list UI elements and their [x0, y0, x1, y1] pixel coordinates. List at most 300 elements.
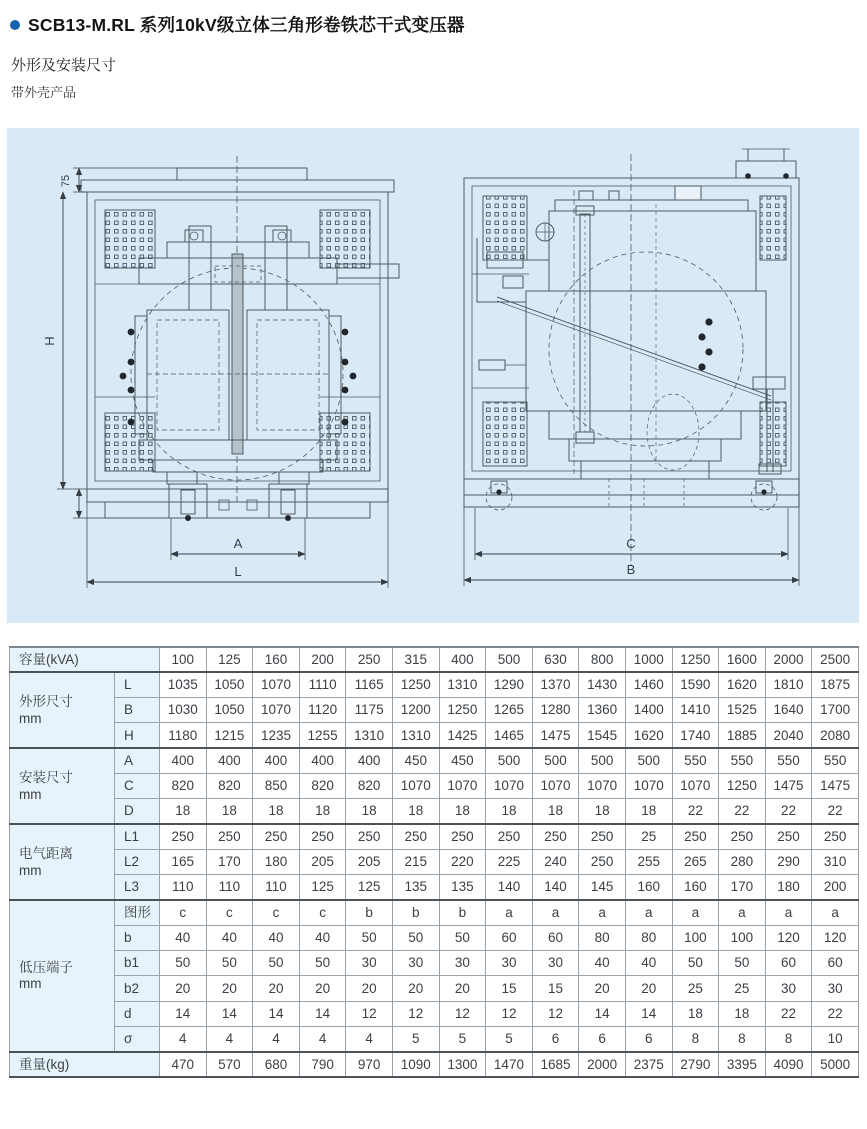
- data-cell: 1255: [299, 723, 346, 748]
- data-cell: 18: [253, 799, 300, 824]
- weight-value-cell: 970: [346, 1052, 393, 1077]
- data-cell: 15: [486, 976, 533, 1001]
- data-cell: 1265: [486, 698, 533, 723]
- data-cell: 1620: [719, 672, 766, 697]
- data-cell: 120: [812, 925, 859, 950]
- dim-label-l: L: [234, 564, 242, 579]
- data-cell: 1640: [765, 698, 812, 723]
- dim-label-c: C: [626, 536, 636, 551]
- data-cell: 290: [765, 849, 812, 874]
- data-cell: 30: [346, 951, 393, 976]
- data-cell: 1030: [160, 698, 207, 723]
- data-cell: 160: [672, 875, 719, 900]
- data-cell: 60: [486, 925, 533, 950]
- weight-value-cell: 2375: [625, 1052, 672, 1077]
- data-cell: 30: [812, 976, 859, 1001]
- data-cell: 310: [812, 849, 859, 874]
- data-cell: 240: [532, 849, 579, 874]
- data-cell: 50: [439, 925, 486, 950]
- data-cell: 255: [625, 849, 672, 874]
- data-cell: 450: [439, 748, 486, 773]
- sub-label-cell: L1: [115, 824, 160, 849]
- data-cell: c: [206, 900, 253, 925]
- data-cell: 18: [392, 799, 439, 824]
- weight-value-cell: 1470: [486, 1052, 533, 1077]
- data-cell: 1475: [532, 723, 579, 748]
- data-cell: 14: [579, 1001, 626, 1026]
- group-label-cell: 电气距离 mm: [10, 824, 115, 900]
- data-cell: 1200: [392, 698, 439, 723]
- data-cell: 250: [299, 824, 346, 849]
- weight-value-cell: 570: [206, 1052, 253, 1077]
- data-cell: a: [532, 900, 579, 925]
- data-cell: 40: [579, 951, 626, 976]
- capacity-label-cell: 容量(kVA): [10, 647, 160, 672]
- capacity-value-cell: 2500: [812, 647, 859, 672]
- data-cell: 1475: [765, 773, 812, 798]
- data-cell: 1070: [439, 773, 486, 798]
- data-cell: 25: [719, 976, 766, 1001]
- data-cell: 1425: [439, 723, 486, 748]
- data-cell: 170: [206, 849, 253, 874]
- data-cell: 22: [765, 799, 812, 824]
- data-cell: 1875: [812, 672, 859, 697]
- data-cell: 110: [206, 875, 253, 900]
- data-cell: 1740: [672, 723, 719, 748]
- data-cell: 30: [439, 951, 486, 976]
- data-cell: 250: [160, 824, 207, 849]
- data-cell: 1290: [486, 672, 533, 697]
- sub-label-cell: C: [115, 773, 160, 798]
- data-cell: 125: [346, 875, 393, 900]
- data-cell: 50: [160, 951, 207, 976]
- data-cell: 1070: [672, 773, 719, 798]
- sub-label-cell: H: [115, 723, 160, 748]
- data-cell: 120: [765, 925, 812, 950]
- data-cell: 12: [532, 1001, 579, 1026]
- data-cell: 50: [719, 951, 766, 976]
- data-cell: 40: [253, 925, 300, 950]
- data-cell: 18: [672, 1001, 719, 1026]
- weight-value-cell: 1685: [532, 1052, 579, 1077]
- weight-value-cell: 680: [253, 1052, 300, 1077]
- data-cell: 4: [206, 1026, 253, 1051]
- data-cell: a: [765, 900, 812, 925]
- data-cell: 30: [532, 951, 579, 976]
- table-row: [10, 951, 859, 976]
- data-cell: 2040: [765, 723, 812, 748]
- data-cell: 1070: [579, 773, 626, 798]
- data-cell: 500: [625, 748, 672, 773]
- data-cell: 8: [719, 1026, 766, 1051]
- data-cell: c: [160, 900, 207, 925]
- data-cell: 280: [719, 849, 766, 874]
- data-cell: 30: [486, 951, 533, 976]
- group-label-cell: 低压端子 mm: [10, 900, 115, 1052]
- data-cell: 1070: [625, 773, 672, 798]
- data-cell: 14: [299, 1001, 346, 1026]
- data-cell: 14: [625, 1001, 672, 1026]
- data-cell: 22: [812, 1001, 859, 1026]
- data-cell: 25: [672, 976, 719, 1001]
- data-cell: 1310: [346, 723, 393, 748]
- data-cell: 18: [532, 799, 579, 824]
- data-cell: 18: [486, 799, 533, 824]
- data-cell: 12: [392, 1001, 439, 1026]
- data-cell: 4: [160, 1026, 207, 1051]
- table-row: [10, 824, 859, 849]
- sub-label-cell: b: [115, 925, 160, 950]
- data-cell: 1400: [625, 698, 672, 723]
- capacity-value-cell: 160: [253, 647, 300, 672]
- data-cell: a: [579, 900, 626, 925]
- data-cell: 4: [346, 1026, 393, 1051]
- capacity-value-cell: 400: [439, 647, 486, 672]
- data-cell: 18: [625, 799, 672, 824]
- sub-label-cell: 图形: [115, 900, 160, 925]
- sub-label-cell: L3: [115, 875, 160, 900]
- weight-value-cell: 1300: [439, 1052, 486, 1077]
- capacity-value-cell: 630: [532, 647, 579, 672]
- capacity-value-cell: 250: [346, 647, 393, 672]
- table-row: [10, 925, 859, 950]
- group-label-cell: 安装尺寸 mm: [10, 748, 115, 824]
- data-cell: 250: [253, 824, 300, 849]
- capacity-value-cell: 315: [392, 647, 439, 672]
- data-cell: 22: [765, 1001, 812, 1026]
- capacity-header-row: [10, 647, 859, 672]
- data-cell: 5: [486, 1026, 533, 1051]
- data-cell: 1810: [765, 672, 812, 697]
- table-row: [10, 900, 859, 925]
- data-cell: 4: [299, 1026, 346, 1051]
- data-cell: 225: [486, 849, 533, 874]
- data-cell: 1545: [579, 723, 626, 748]
- data-cell: 220: [439, 849, 486, 874]
- weight-value-cell: 1090: [392, 1052, 439, 1077]
- data-cell: 6: [532, 1026, 579, 1051]
- data-cell: 110: [160, 875, 207, 900]
- capacity-value-cell: 125: [206, 647, 253, 672]
- data-cell: 215: [392, 849, 439, 874]
- data-cell: 250: [346, 824, 393, 849]
- data-cell: 1430: [579, 672, 626, 697]
- data-cell: 550: [719, 748, 766, 773]
- data-cell: 500: [532, 748, 579, 773]
- data-cell: 1410: [672, 698, 719, 723]
- weight-value-cell: 2000: [579, 1052, 626, 1077]
- data-cell: 265: [672, 849, 719, 874]
- data-cell: a: [812, 900, 859, 925]
- data-cell: 1180: [160, 723, 207, 748]
- data-cell: 250: [579, 849, 626, 874]
- data-cell: 1235: [253, 723, 300, 748]
- capacity-value-cell: 1250: [672, 647, 719, 672]
- data-cell: 820: [299, 773, 346, 798]
- spec-table: [9, 646, 859, 1078]
- table-row: [10, 748, 859, 773]
- data-cell: 80: [579, 925, 626, 950]
- dim-label-75: 75: [60, 174, 72, 188]
- data-cell: 820: [160, 773, 207, 798]
- weight-value-cell: 790: [299, 1052, 346, 1077]
- data-cell: 1465: [486, 723, 533, 748]
- data-cell: 40: [625, 951, 672, 976]
- page-header: [10, 12, 855, 101]
- data-cell: 50: [672, 951, 719, 976]
- data-cell: 8: [672, 1026, 719, 1051]
- data-cell: 100: [719, 925, 766, 950]
- table-row: [10, 1026, 859, 1051]
- data-cell: 25: [625, 824, 672, 849]
- data-cell: 250: [812, 824, 859, 849]
- data-cell: 22: [672, 799, 719, 824]
- data-cell: 1050: [206, 698, 253, 723]
- sub-label-cell: b2: [115, 976, 160, 1001]
- data-cell: 1590: [672, 672, 719, 697]
- data-cell: 1035: [160, 672, 207, 697]
- data-cell: 200: [812, 875, 859, 900]
- data-cell: 60: [532, 925, 579, 950]
- data-cell: 250: [719, 824, 766, 849]
- data-cell: 250: [579, 824, 626, 849]
- data-cell: 60: [812, 951, 859, 976]
- data-cell: 1280: [532, 698, 579, 723]
- table-row: [10, 723, 859, 748]
- data-cell: 1250: [392, 672, 439, 697]
- data-cell: 550: [672, 748, 719, 773]
- data-cell: 14: [253, 1001, 300, 1026]
- data-cell: 250: [672, 824, 719, 849]
- table-row: [10, 976, 859, 1001]
- data-cell: 820: [346, 773, 393, 798]
- dim-label-a: A: [233, 536, 243, 551]
- data-cell: 1070: [532, 773, 579, 798]
- data-cell: 18: [160, 799, 207, 824]
- data-cell: a: [486, 900, 533, 925]
- data-cell: 18: [579, 799, 626, 824]
- data-cell: 1250: [439, 698, 486, 723]
- data-cell: 14: [206, 1001, 253, 1026]
- data-cell: 1460: [625, 672, 672, 697]
- data-cell: 1700: [812, 698, 859, 723]
- table-row: [10, 672, 859, 697]
- weight-row: [10, 1052, 859, 1077]
- data-cell: 160: [625, 875, 672, 900]
- data-cell: 1215: [206, 723, 253, 748]
- data-cell: 500: [486, 748, 533, 773]
- data-cell: c: [299, 900, 346, 925]
- data-cell: 50: [299, 951, 346, 976]
- data-cell: 400: [253, 748, 300, 773]
- table-row: [10, 799, 859, 824]
- data-cell: 5: [392, 1026, 439, 1051]
- data-cell: 50: [392, 925, 439, 950]
- dim-label-h: H: [42, 336, 57, 346]
- data-cell: 250: [392, 824, 439, 849]
- data-cell: 450: [392, 748, 439, 773]
- data-cell: 180: [765, 875, 812, 900]
- data-cell: 50: [253, 951, 300, 976]
- data-cell: 170: [719, 875, 766, 900]
- data-cell: 20: [579, 976, 626, 1001]
- data-cell: 250: [486, 824, 533, 849]
- data-cell: 1070: [486, 773, 533, 798]
- data-cell: 135: [439, 875, 486, 900]
- enclosure-note: 带外壳产品: [11, 85, 77, 100]
- weight-value-cell: 3395: [719, 1052, 766, 1077]
- data-cell: 15: [532, 976, 579, 1001]
- capacity-value-cell: 500: [486, 647, 533, 672]
- front-view-drawing: [19, 134, 439, 612]
- data-cell: 40: [299, 925, 346, 950]
- data-cell: 6: [579, 1026, 626, 1051]
- data-cell: 400: [299, 748, 346, 773]
- data-cell: 180: [253, 849, 300, 874]
- data-cell: 1070: [253, 672, 300, 697]
- data-cell: 100: [672, 925, 719, 950]
- data-cell: 850: [253, 773, 300, 798]
- data-cell: 1885: [719, 723, 766, 748]
- data-cell: 18: [719, 1001, 766, 1026]
- data-cell: 20: [625, 976, 672, 1001]
- data-cell: 140: [486, 875, 533, 900]
- data-cell: 12: [439, 1001, 486, 1026]
- data-cell: a: [719, 900, 766, 925]
- capacity-value-cell: 200: [299, 647, 346, 672]
- data-cell: 1525: [719, 698, 766, 723]
- side-view-drawing: [459, 134, 849, 612]
- data-cell: 250: [439, 824, 486, 849]
- data-cell: 50: [206, 951, 253, 976]
- data-cell: 50: [346, 925, 393, 950]
- data-cell: a: [672, 900, 719, 925]
- data-cell: 500: [579, 748, 626, 773]
- dim-label-b: B: [626, 562, 636, 577]
- data-cell: 1110: [299, 672, 346, 697]
- data-cell: b: [439, 900, 486, 925]
- data-cell: 18: [299, 799, 346, 824]
- capacity-value-cell: 2000: [765, 647, 812, 672]
- bullet-icon: [10, 20, 20, 30]
- data-cell: 18: [346, 799, 393, 824]
- data-cell: 1310: [439, 672, 486, 697]
- data-cell: 20: [392, 976, 439, 1001]
- data-cell: 18: [206, 799, 253, 824]
- data-cell: 250: [532, 824, 579, 849]
- data-cell: 20: [206, 976, 253, 1001]
- data-cell: 30: [392, 951, 439, 976]
- data-cell: 1175: [346, 698, 393, 723]
- data-cell: 550: [812, 748, 859, 773]
- data-cell: 140: [532, 875, 579, 900]
- table-row: [10, 1001, 859, 1026]
- data-cell: 250: [765, 824, 812, 849]
- table-row: [10, 849, 859, 874]
- data-cell: 40: [206, 925, 253, 950]
- data-cell: 60: [765, 951, 812, 976]
- data-cell: 1070: [253, 698, 300, 723]
- table-row: [10, 773, 859, 798]
- data-cell: 6: [625, 1026, 672, 1051]
- data-cell: 1620: [625, 723, 672, 748]
- weight-value-cell: 470: [160, 1052, 207, 1077]
- data-cell: 30: [765, 976, 812, 1001]
- data-cell: 1250: [719, 773, 766, 798]
- weight-label-cell: 重量(kg): [10, 1052, 160, 1077]
- capacity-value-cell: 1000: [625, 647, 672, 672]
- data-cell: 145: [579, 875, 626, 900]
- capacity-value-cell: 1600: [719, 647, 766, 672]
- weight-value-cell: 4090: [765, 1052, 812, 1077]
- sub-label-cell: d: [115, 1001, 160, 1026]
- data-cell: a: [625, 900, 672, 925]
- data-cell: 14: [160, 1001, 207, 1026]
- data-cell: 1370: [532, 672, 579, 697]
- data-cell: 20: [160, 976, 207, 1001]
- page-title: SCB13-M.RL 系列10kV级立体三角形卷铁芯干式变压器: [28, 15, 465, 35]
- data-cell: 12: [486, 1001, 533, 1026]
- data-cell: 110: [253, 875, 300, 900]
- capacity-value-cell: 800: [579, 647, 626, 672]
- data-cell: 205: [346, 849, 393, 874]
- data-cell: 8: [765, 1026, 812, 1051]
- weight-value-cell: 5000: [812, 1052, 859, 1077]
- data-cell: 20: [253, 976, 300, 1001]
- data-cell: 125: [299, 875, 346, 900]
- data-cell: 10: [812, 1026, 859, 1051]
- data-cell: 2080: [812, 723, 859, 748]
- data-cell: 20: [439, 976, 486, 1001]
- group-label-cell: 外形尺寸 mm: [10, 672, 115, 748]
- data-cell: 820: [206, 773, 253, 798]
- data-cell: 40: [160, 925, 207, 950]
- sub-label-cell: L2: [115, 849, 160, 874]
- section-subtitle: 外形及安装尺寸: [11, 57, 117, 74]
- data-cell: 5: [439, 1026, 486, 1051]
- data-cell: 1070: [392, 773, 439, 798]
- data-cell: 80: [625, 925, 672, 950]
- drawing-panel: [7, 128, 859, 623]
- data-cell: 400: [346, 748, 393, 773]
- table-row: [10, 875, 859, 900]
- data-cell: 250: [206, 824, 253, 849]
- data-cell: 400: [206, 748, 253, 773]
- weight-value-cell: 2790: [672, 1052, 719, 1077]
- data-cell: 22: [719, 799, 766, 824]
- data-cell: 20: [299, 976, 346, 1001]
- sub-label-cell: A: [115, 748, 160, 773]
- data-cell: b: [346, 900, 393, 925]
- data-cell: 550: [765, 748, 812, 773]
- data-cell: 1050: [206, 672, 253, 697]
- sub-label-cell: L: [115, 672, 160, 697]
- data-cell: 20: [346, 976, 393, 1001]
- data-cell: 4: [253, 1026, 300, 1051]
- data-cell: 1360: [579, 698, 626, 723]
- table-row: [10, 698, 859, 723]
- sub-label-cell: σ: [115, 1026, 160, 1051]
- data-cell: 22: [812, 799, 859, 824]
- data-cell: c: [253, 900, 300, 925]
- data-cell: 1165: [346, 672, 393, 697]
- capacity-value-cell: 100: [160, 647, 207, 672]
- data-cell: 1475: [812, 773, 859, 798]
- data-cell: 1310: [392, 723, 439, 748]
- sub-label-cell: B: [115, 698, 160, 723]
- sub-label-cell: D: [115, 799, 160, 824]
- data-cell: 400: [160, 748, 207, 773]
